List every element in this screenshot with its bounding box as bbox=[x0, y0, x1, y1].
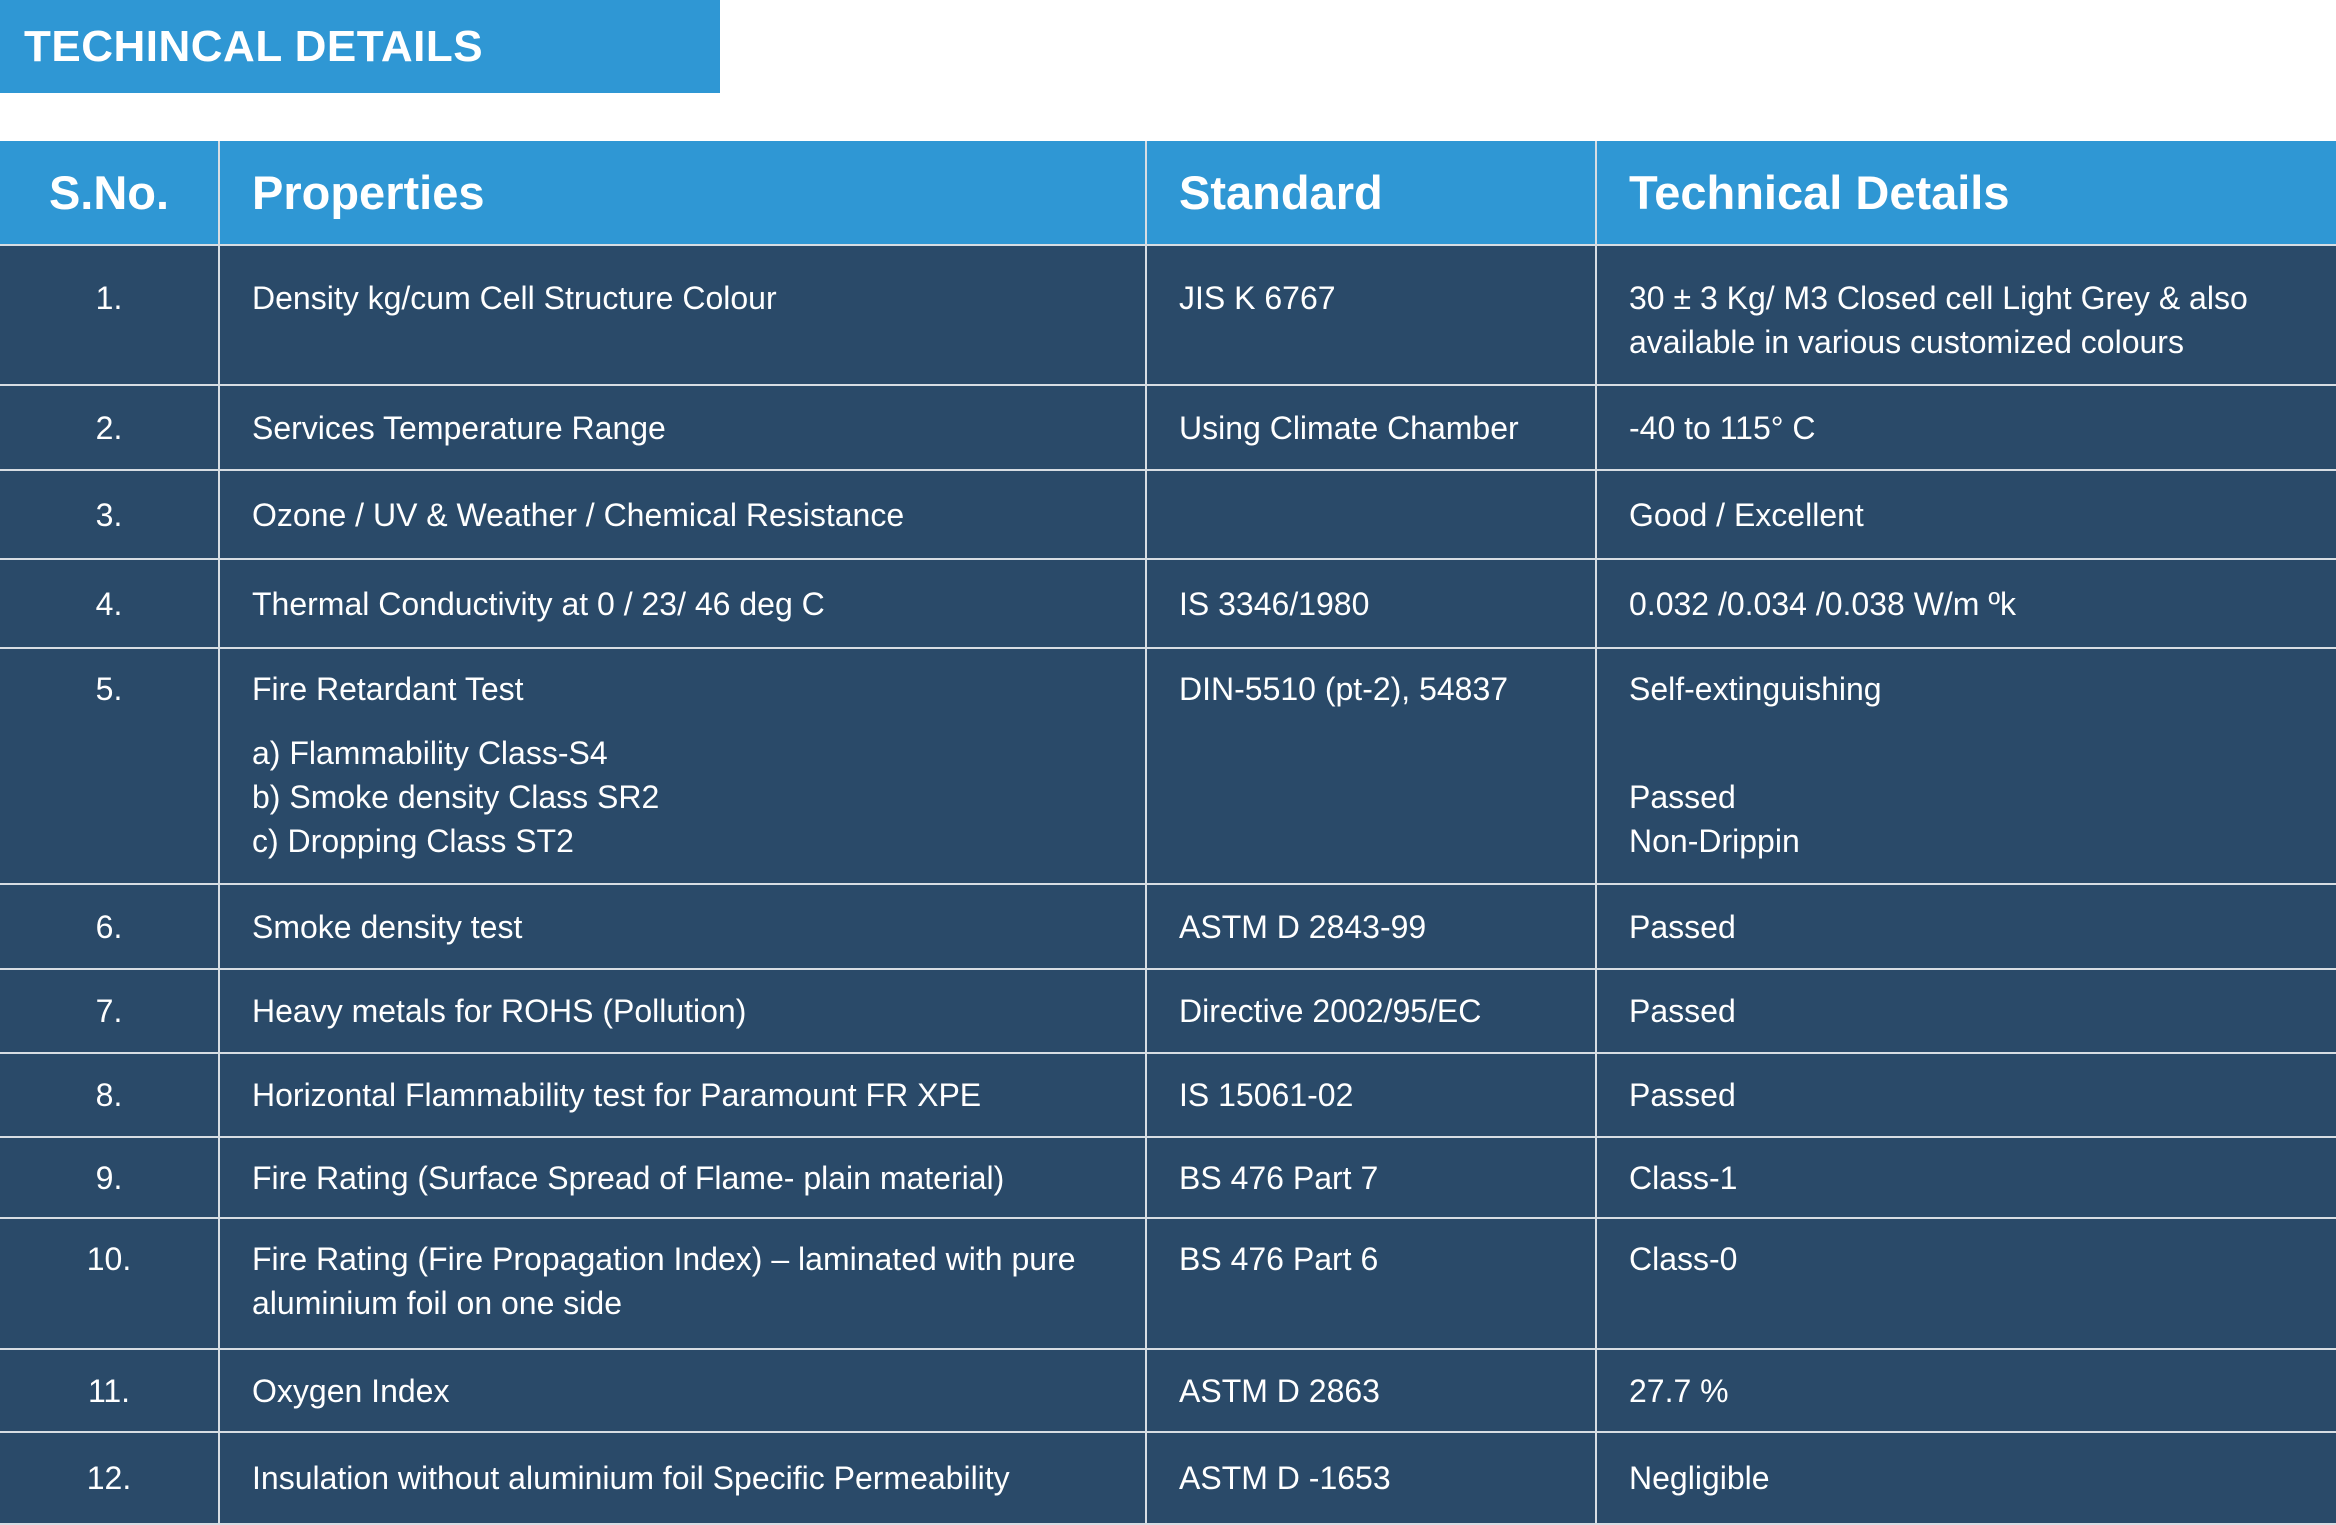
technical-details-table bbox=[0, 141, 2336, 1525]
details-cell bbox=[1596, 648, 2336, 884]
standard-cell: ASTM D 2843-99 bbox=[1146, 884, 1596, 969]
detail-line: Non-Drippin bbox=[1629, 823, 1800, 859]
property-label: Fire Retardant Test bbox=[252, 671, 524, 707]
property-cell: Thermal Conductivity at 0 / 23/ 46 deg C bbox=[219, 559, 1146, 648]
row-number: 11. bbox=[0, 1349, 219, 1432]
details-cell: -40 to 115° C bbox=[1596, 385, 2336, 470]
property-cell: Fire Rating (Fire Propagation Index) – laminated with pure aluminium foil on one side bbox=[219, 1218, 1146, 1349]
standard-cell: DIN-5510 (pt-2), 54837 bbox=[1146, 648, 1596, 884]
table-row bbox=[0, 245, 2336, 385]
property-cell: Fire Rating (Surface Spread of Flame- plain material) bbox=[219, 1137, 1146, 1218]
row-number: 10. bbox=[0, 1218, 219, 1349]
list-item: b) Smoke density Class SR2 bbox=[252, 779, 660, 815]
standard-cell: BS 476 Part 7 bbox=[1146, 1137, 1596, 1218]
table-row bbox=[0, 385, 2336, 470]
property-cell: Services Temperature Range bbox=[219, 385, 1146, 470]
property-cell: Oxygen Index bbox=[219, 1349, 1146, 1432]
table-row bbox=[0, 1053, 2336, 1137]
standard-cell: ASTM D 2863 bbox=[1146, 1349, 1596, 1432]
header-technical-details: Technical Details bbox=[1596, 141, 2336, 245]
table-row bbox=[0, 648, 2336, 884]
standard-cell: JIS K 6767 bbox=[1146, 245, 1596, 385]
standard-cell bbox=[1146, 470, 1596, 559]
table-row bbox=[0, 1218, 2336, 1349]
row-number: 6. bbox=[0, 884, 219, 969]
details-cell: Class-0 bbox=[1596, 1218, 2336, 1349]
table-row bbox=[0, 1349, 2336, 1432]
header-sno: S.No. bbox=[0, 141, 219, 245]
details-cell: Passed bbox=[1596, 969, 2336, 1053]
table-row bbox=[0, 969, 2336, 1053]
sub-item-list bbox=[252, 731, 1125, 863]
property-cell: Ozone / UV & Weather / Chemical Resistance bbox=[219, 470, 1146, 559]
row-number: 4. bbox=[0, 559, 219, 648]
list-item: a) Flammability Class-S4 bbox=[252, 735, 608, 771]
header-standard: Standard bbox=[1146, 141, 1596, 245]
property-cell: Horizontal Flammability test for Paramount FR XPE bbox=[219, 1053, 1146, 1137]
list-item: c) Dropping Class ST2 bbox=[252, 823, 574, 859]
table-row bbox=[0, 559, 2336, 648]
detail-line: Self-extinguishing bbox=[1629, 671, 1882, 707]
details-cell: 0.032 /0.034 /0.038 W/m ºk bbox=[1596, 559, 2336, 648]
table-row bbox=[0, 470, 2336, 559]
table-row bbox=[0, 884, 2336, 969]
standard-cell: Using Climate Chamber bbox=[1146, 385, 1596, 470]
property-cell: Heavy metals for ROHS (Pollution) bbox=[219, 969, 1146, 1053]
property-cell: Insulation without aluminium foil Specific Permeability bbox=[219, 1432, 1146, 1524]
standard-cell: IS 3346/1980 bbox=[1146, 559, 1596, 648]
header-properties: Properties bbox=[219, 141, 1146, 245]
standard-cell: ASTM D -1653 bbox=[1146, 1432, 1596, 1524]
table-header bbox=[0, 141, 2336, 245]
standard-cell: Directive 2002/95/EC bbox=[1146, 969, 1596, 1053]
row-number: 3. bbox=[0, 470, 219, 559]
details-cell: Good / Excellent bbox=[1596, 470, 2336, 559]
detail-line: Passed bbox=[1629, 779, 1736, 815]
header-row bbox=[0, 141, 2336, 245]
details-cell: 30 ± 3 Kg/ M3 Closed cell Light Grey & also available in various customized colours bbox=[1596, 245, 2336, 385]
table-row bbox=[0, 1432, 2336, 1524]
row-number: 8. bbox=[0, 1053, 219, 1137]
details-cell: Negligible bbox=[1596, 1432, 2336, 1524]
standard-cell: BS 476 Part 6 bbox=[1146, 1218, 1596, 1349]
row-number: 9. bbox=[0, 1137, 219, 1218]
standard-cell: IS 15061-02 bbox=[1146, 1053, 1596, 1137]
page-title: TECHINCAL DETAILS bbox=[0, 0, 720, 93]
row-number: 1. bbox=[0, 245, 219, 385]
details-cell: Passed bbox=[1596, 884, 2336, 969]
details-cell: 27.7 % bbox=[1596, 1349, 2336, 1432]
property-cell: Smoke density test bbox=[219, 884, 1146, 969]
row-number: 7. bbox=[0, 969, 219, 1053]
table-body bbox=[0, 245, 2336, 1524]
row-number: 2. bbox=[0, 385, 219, 470]
details-cell: Class-1 bbox=[1596, 1137, 2336, 1218]
details-cell: Passed bbox=[1596, 1053, 2336, 1137]
table-row bbox=[0, 1137, 2336, 1218]
property-cell: Density kg/cum Cell Structure Colour bbox=[219, 245, 1146, 385]
row-number: 12. bbox=[0, 1432, 219, 1524]
property-cell bbox=[219, 648, 1146, 884]
row-number: 5. bbox=[0, 648, 219, 884]
